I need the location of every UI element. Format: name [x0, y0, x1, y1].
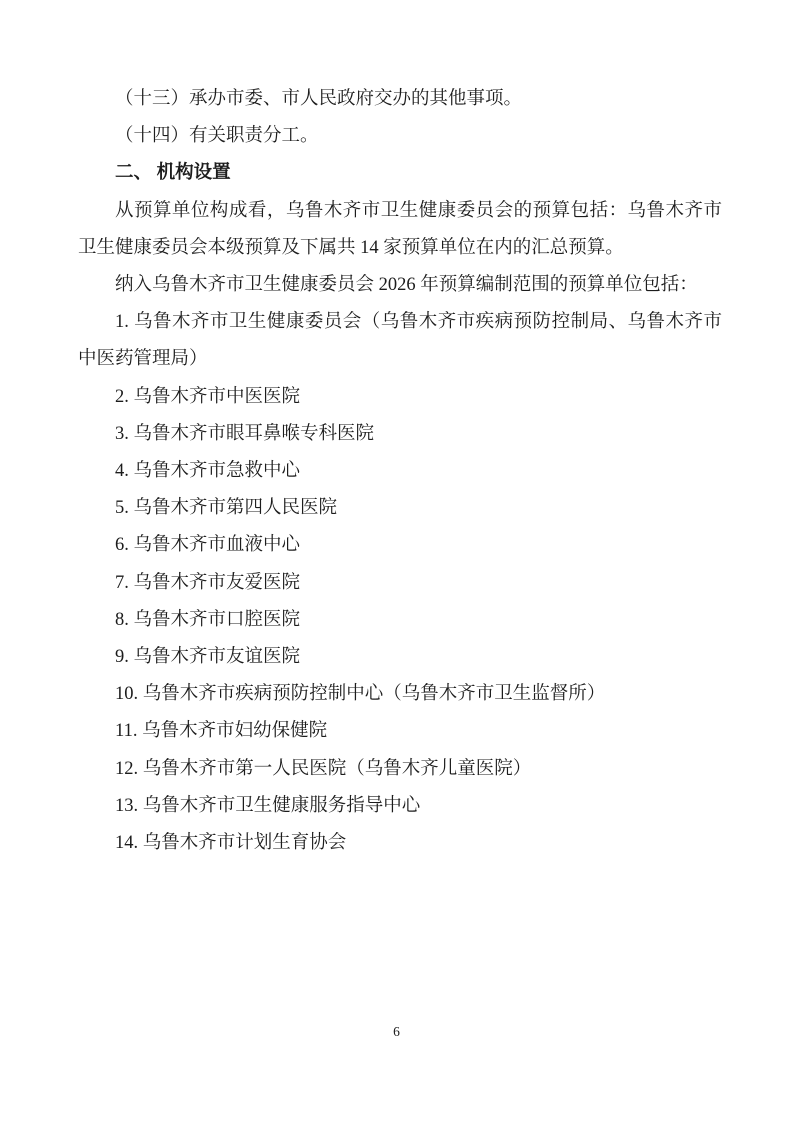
list-item-unit-11: 11. 乌鲁木齐市妇幼保健院: [115, 721, 328, 742]
paragraph-budget-scope-intro: 纳入乌鲁木齐市卫生健康委员会 2026 年预算编制范围的预算单位包括：: [115, 275, 698, 296]
list-item-unit-1: 1. 乌鲁木齐市卫生健康委员会（乌鲁木齐市疾病预防控制局、乌鲁木齐市中医药管理局）: [78, 312, 722, 370]
list-item-unit-12: 12. 乌鲁木齐市第一人民医院（乌鲁木齐儿童医院）: [115, 758, 532, 779]
list-item-unit-2: 2. 乌鲁木齐市中医医院: [115, 386, 301, 407]
list-item-unit-8: 8. 乌鲁木齐市口腔医院: [115, 609, 301, 630]
list-item-unit-4: 4. 乌鲁木齐市急救中心: [115, 461, 301, 482]
list-item-unit-5: 5. 乌鲁木齐市第四人民医院: [115, 498, 338, 519]
list-item-unit-13: 13. 乌鲁木齐市卫生健康服务指导中心: [115, 795, 421, 816]
list-item-unit-10: 10. 乌鲁木齐市疾病预防控制中心（乌鲁木齐市卫生监督所）: [115, 684, 606, 705]
document-body: [78, 81, 722, 862]
list-item-unit-6: 6. 乌鲁木齐市血液中心: [115, 535, 301, 556]
paragraph-duty-13: （十三）承办市委、市人民政府交办的其他事项。: [115, 89, 523, 109]
list-item-unit-9: 9. 乌鲁木齐市友谊医院: [115, 647, 301, 668]
section-heading-org-setup: 二、 机构设置: [115, 163, 231, 184]
paragraph-budget-composition: 从预算单位构成看，乌鲁木齐市卫生健康委员会的预算包括：乌鲁木齐市卫生健康委员会本级预算及下属共 14 家预算单位在内的汇总预算。: [78, 200, 722, 258]
paragraph-duty-14: （十四）有关职责分工。: [115, 126, 319, 147]
list-item-unit-3: 3. 乌鲁木齐市眼耳鼻喉专科医院: [115, 423, 375, 444]
list-item-unit-14: 14. 乌鲁木齐市计划生育协会: [115, 833, 347, 854]
page-number: 6: [393, 1024, 400, 1039]
list-item-unit-7: 7. 乌鲁木齐市友爱医院: [115, 572, 301, 593]
